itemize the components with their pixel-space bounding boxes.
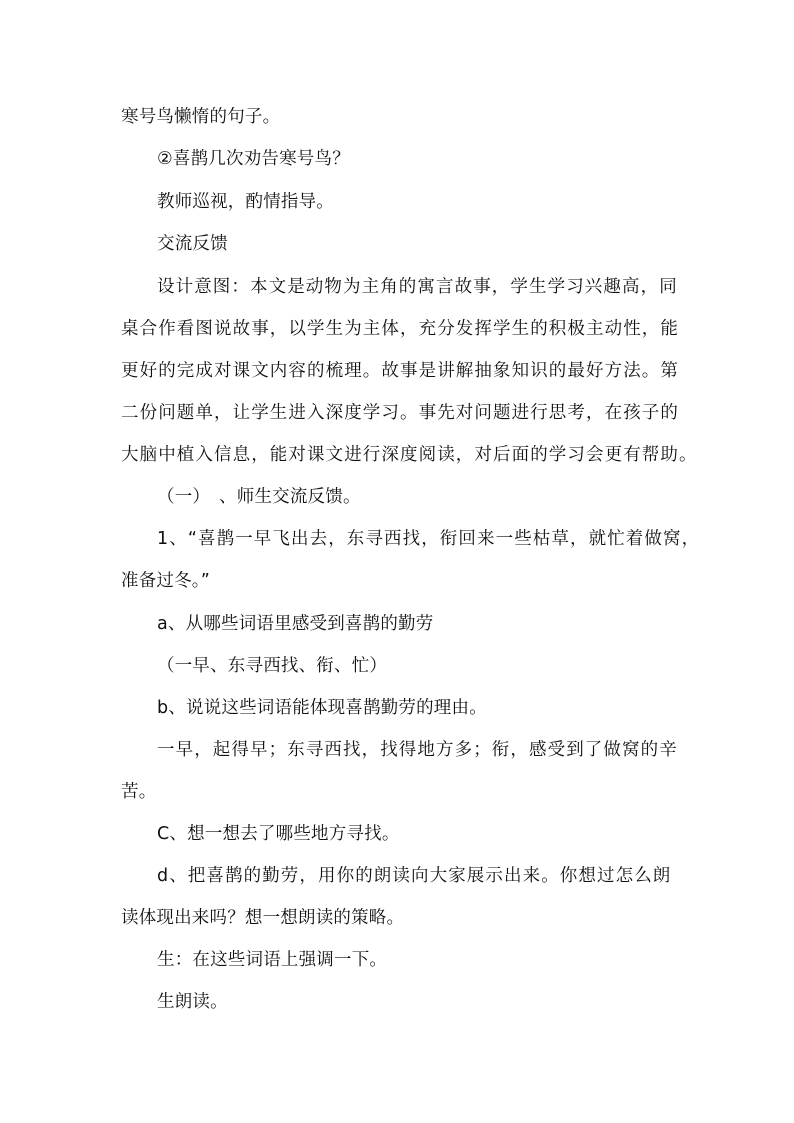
paragraph-line: b、说说这些词语能体现喜鹊勤劳的理由。 xyxy=(157,698,487,718)
paragraph-line: 交流反馈 xyxy=(157,234,228,254)
paragraph-line: 更好的完成对课文内容的梳理。故事是讲解抽象知识的最好方法。第 xyxy=(121,361,679,381)
paragraph-line: ②喜鹊几次劝告寒号鸟？ xyxy=(157,149,350,169)
paragraph-line: 大脑中植入信息，能对课文进行深度阅读，对后面的学习会更有帮助。 xyxy=(121,445,698,465)
paragraph-line: 1、“喜鹊一早飞出去，东寻西找，衔回来一些枯草，就忙着做窝， xyxy=(157,529,701,549)
paragraph-line: 读体现出来吗？想一想朗读的策略。 xyxy=(121,908,405,928)
paragraph-line: C、想一想去了哪些地方寻找。 xyxy=(157,824,400,844)
paragraph-line: d、把喜鹊的勤劳，用你的朗读向大家展示出来。你想过怎么朗 xyxy=(157,866,672,886)
paragraph-line: 生朗读。 xyxy=(157,992,228,1012)
paragraph-line: （一） 、师生交流反馈。 xyxy=(157,487,361,507)
paragraph-line: 二份问题单，让学生进入深度学习。事先对问题进行思考，在孩子的 xyxy=(121,403,679,423)
paragraph-line: 寒号鸟懒惰的句子。 xyxy=(121,107,281,127)
paragraph-line: 准备过冬。” xyxy=(121,571,211,591)
paragraph-line: a、从哪些词语里感受到喜鹊的勤劳 xyxy=(157,614,434,634)
paragraph-line: 教师巡视，酌情指导。 xyxy=(157,192,334,212)
paragraph-line: 一早，起得早；东寻西找，找得地方多；衔，感受到了做窝的辛 xyxy=(157,740,678,760)
paragraph-line: （一早、东寻西找、衔、忙） xyxy=(157,656,388,676)
paragraph-line: 设计意图：本文是动物为主角的寓言故事，学生学习兴趣高，同 xyxy=(157,277,678,297)
paragraph-line: 生：在这些词语上强调一下。 xyxy=(157,950,388,970)
paragraph-line: 桌合作看图说故事，以学生为主体，充分发挥学生的积极主动性，能 xyxy=(121,319,679,339)
paragraph-line: 苦。 xyxy=(121,782,157,802)
